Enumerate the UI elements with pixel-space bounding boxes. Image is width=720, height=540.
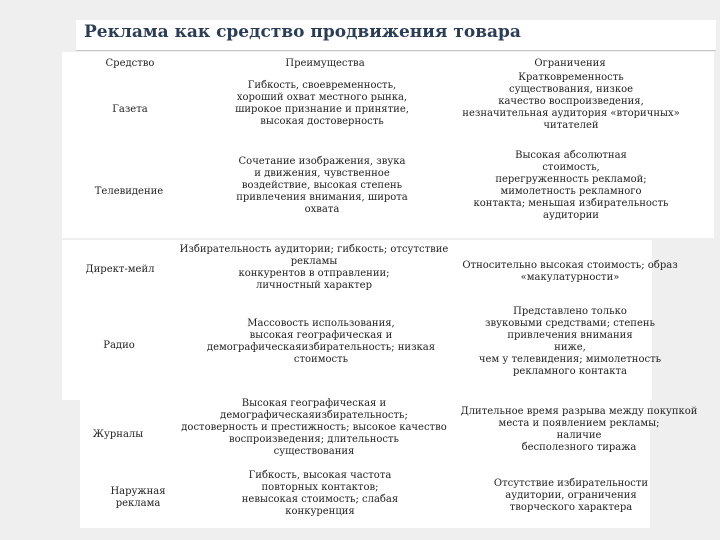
header-medium: Средство (105, 58, 155, 69)
row-magazines-limits: Длительное время разрыва между покупкой места и появлением рекламы; наличие бесполезного тиража (460, 406, 698, 453)
row-radio-limits: Представлено только звуковыми средствами; степень привлечения внимания ниже, чем у телевидения; мимолетность рекламного контакта (478, 306, 662, 377)
row-tv-medium: Телевидение (94, 186, 164, 197)
row-outdoor-medium: Наружная реклама (110, 486, 166, 509)
row-newspaper-advantages: Гибкость, своевременность, хороший охват местного рынка, широкое признание и принятие, высокая достоверность (235, 80, 409, 127)
row-magazines-advantages: Высокая географическая и демографическаяизбирательность; достоверность и престижность; высокое качество воспроизведения; длительность существования (181, 398, 447, 457)
row-directmail-advantages: Избирательность аудитории; гибкость; отсутствие рекламы конкурентов в отправлении; личностный характер (179, 244, 449, 291)
row-radio-advantages: Массовость использования, высокая географическая и демографическаяизбирательность; низкая стоимость (206, 318, 436, 365)
row-tv-limits: Высокая абсолютная стоимость, перегруженность рекламой; мимолетность рекламного контакта; меньшая избирательность аудитории (473, 150, 669, 221)
row-newspaper-medium: Газета (112, 104, 148, 115)
row-newspaper-limits: Кратковременность существования, низкое качество воспроизведения, незначительная аудитория «вторичных» читателей (462, 72, 680, 131)
page-title: Реклама как средство продвижения товара (84, 22, 521, 42)
header-limits: Ограничения (534, 58, 606, 69)
row-outdoor-limits: Отсутствие избирательности аудитории, ограничения творческого характера (493, 478, 649, 513)
header-advantages: Преимущества (285, 58, 365, 69)
row-tv-advantages: Сочетание изображения, звука и движения, чувственное воздействие, высокая степень привлечения внимания, широта охвата (236, 156, 408, 215)
row-outdoor-advantages: Гибкость, высокая частота повторных контактов; невысокая стоимость; слабая конкуренция (241, 470, 399, 517)
title-divider (76, 50, 716, 51)
row-magazines-medium: Журналы (92, 429, 144, 440)
row-directmail-limits: Относительно высокая стоимость; образ «макулатурности» (462, 260, 678, 283)
row-radio-medium: Радио (103, 340, 135, 351)
row-directmail-medium: Директ-мейл (85, 264, 155, 275)
